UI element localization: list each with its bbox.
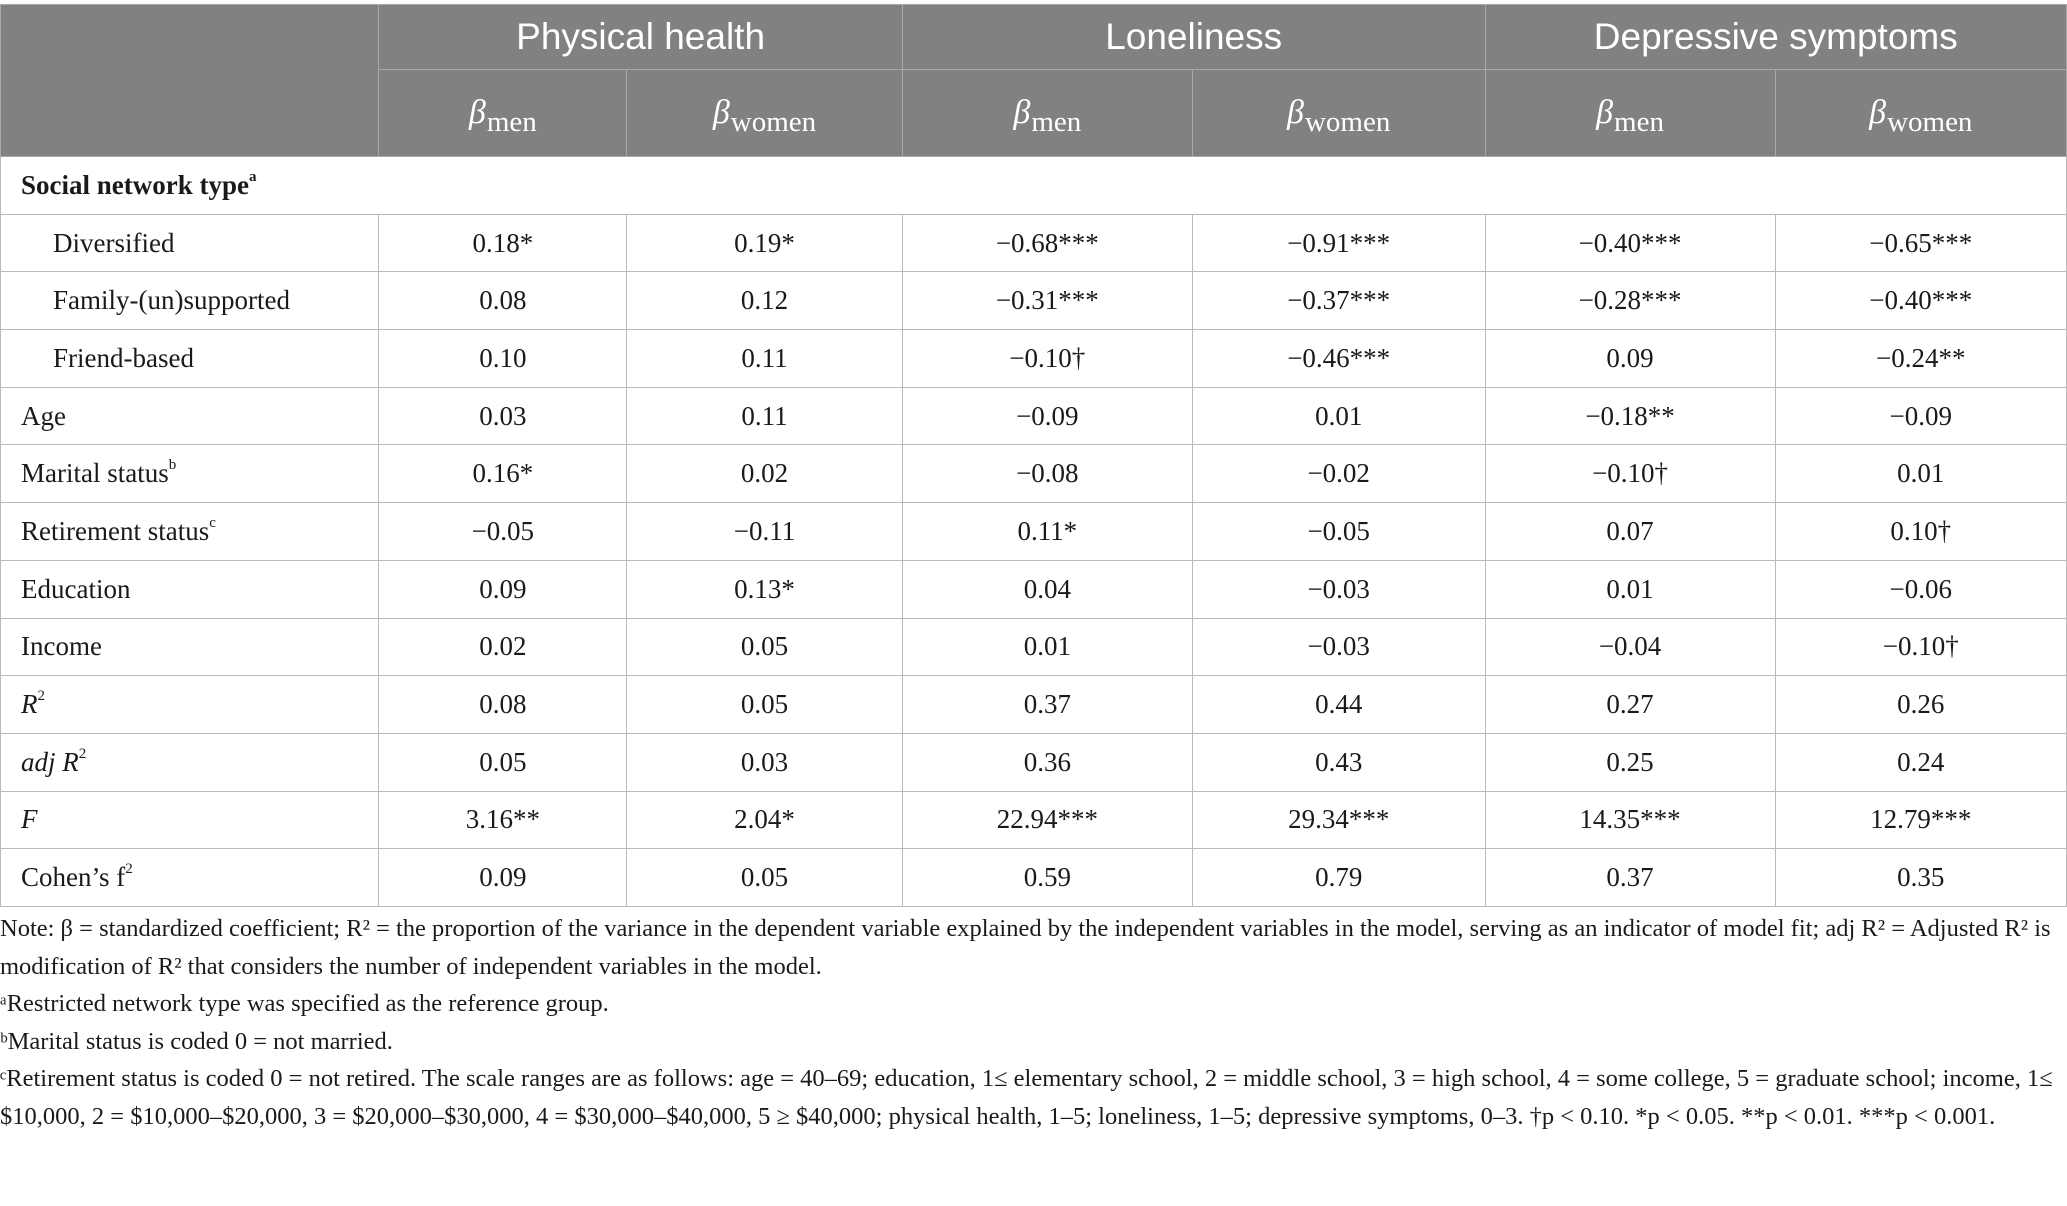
table-row [1, 503, 2067, 561]
row-label: F [1, 791, 379, 849]
table-cell: 0.26 [1775, 676, 2066, 734]
table-cell: 0.18* [379, 214, 627, 272]
table-cell: 0.25 [1485, 733, 1775, 791]
table-row [1, 272, 2067, 330]
table-cell: 0.37 [1485, 849, 1775, 907]
table-cell: 0.43 [1192, 733, 1485, 791]
note-a: ᵃRestricted network type was specified as the reference group. [0, 990, 609, 1017]
table-cell: −0.37*** [1192, 272, 1485, 330]
table-cell: 0.24 [1775, 733, 2066, 791]
group-header-physical-health: Physical health [379, 5, 902, 70]
row-label: Cohen’s $f^2$ [1, 849, 379, 907]
table-cell: 0.07 [1485, 503, 1775, 561]
table-cell: −0.02 [1192, 445, 1485, 503]
row-label: adj $R^2$ [1, 733, 379, 791]
table-cell: 29.34*** [1192, 791, 1485, 849]
table-cell: 0.01 [902, 618, 1192, 676]
table-cell: 0.01 [1192, 387, 1485, 445]
table-cell: 0.11 [627, 330, 903, 388]
table-cell: 0.44 [1192, 676, 1485, 734]
table-cell: −0.46*** [1192, 330, 1485, 388]
regression-results-table [0, 4, 2067, 907]
row-label: $R^2$ [1, 676, 379, 734]
table-cell: 0.02 [627, 445, 903, 503]
table-cell: 0.19* [627, 214, 903, 272]
table-cell: 0.05 [379, 733, 627, 791]
table-cell: 3.16** [379, 791, 627, 849]
table-row [1, 791, 2067, 849]
table-cell: 0.01 [1485, 560, 1775, 618]
table-cell: 2.04* [627, 791, 903, 849]
sub-header-cell: βmen [379, 70, 627, 157]
row-label: Income [1, 618, 379, 676]
table-cell: −0.05 [1192, 503, 1485, 561]
table-cell: 0.10 [379, 330, 627, 388]
table-cell: −0.04 [1485, 618, 1775, 676]
table-cell: 12.79*** [1775, 791, 2066, 849]
row-label: Friend-based [1, 330, 379, 388]
table-cell: 0.35 [1775, 849, 2066, 907]
table-cell: 0.27 [1485, 676, 1775, 734]
table-cell: 22.94*** [902, 791, 1192, 849]
table-cell: 0.13* [627, 560, 903, 618]
table-cell: 0.03 [379, 387, 627, 445]
table-notes [0, 910, 2060, 1135]
table-cell: 0.08 [379, 272, 627, 330]
table-cell: 0.11* [902, 503, 1192, 561]
table-cell: 0.05 [627, 618, 903, 676]
table-cell: −0.10† [1485, 445, 1775, 503]
table-cell: −0.03 [1192, 618, 1485, 676]
table-row [1, 445, 2067, 503]
table-cell: −0.68*** [902, 214, 1192, 272]
row-label: Education [1, 560, 379, 618]
row-label: Diversified [1, 214, 379, 272]
sub-header-cell: βmen [902, 70, 1192, 157]
table-row [1, 849, 2067, 907]
table-cell: 0.01 [1775, 445, 2066, 503]
sub-header-cell: βwomen [627, 70, 903, 157]
table-cell: 14.35*** [1485, 791, 1775, 849]
table-cell: −0.40*** [1485, 214, 1775, 272]
sub-header-cell: βmen [1485, 70, 1775, 157]
table-cell: 0.09 [379, 849, 627, 907]
row-label: Family-(un)supported [1, 272, 379, 330]
table-row [1, 733, 2067, 791]
table-cell: −0.05 [379, 503, 627, 561]
note-general: Note: β = standardized coefficient; R² = the proportion of the variance in the dependent variable explained by the independent variables in the model, serving as an indicator of model fit; adj R² = Adjusted R² is modification of R² that considers the number of independent variables in the model. [0, 915, 2051, 980]
table-cell: −0.09 [1775, 387, 2066, 445]
table-cell: 0.36 [902, 733, 1192, 791]
row-label: Retirement status$^c$ [1, 503, 379, 561]
group-header-depressive-symptoms: Depressive symptoms [1485, 5, 2066, 70]
table-cell: −0.18** [1485, 387, 1775, 445]
table-row [1, 214, 2067, 272]
table-cell: 0.08 [379, 676, 627, 734]
table-row [1, 618, 2067, 676]
table-cell: −0.91*** [1192, 214, 1485, 272]
table-cell: −0.10† [902, 330, 1192, 388]
table-cell: 0.09 [379, 560, 627, 618]
table-cell: 0.12 [627, 272, 903, 330]
table-cell: 0.11 [627, 387, 903, 445]
table-cell: 0.79 [1192, 849, 1485, 907]
table-cell: 0.09 [1485, 330, 1775, 388]
table-cell: 0.02 [379, 618, 627, 676]
table-cell: −0.40*** [1775, 272, 2066, 330]
table-cell: −0.08 [902, 445, 1192, 503]
group-header-loneliness: Loneliness [902, 5, 1485, 70]
note-b: ᵇMarital status is coded 0 = not married. [0, 1027, 393, 1055]
table-cell: 0.10† [1775, 503, 2066, 561]
table-cell: −0.09 [902, 387, 1192, 445]
table-cell: −0.31*** [902, 272, 1192, 330]
table-cell: 0.05 [627, 849, 903, 907]
section-row-social-network-type [1, 157, 2067, 215]
table-row [1, 387, 2067, 445]
sub-header-cell: βwomen [1192, 70, 1485, 157]
table-cell: −0.24** [1775, 330, 2066, 388]
table-cell: 0.59 [902, 849, 1192, 907]
table-cell: −0.06 [1775, 560, 2066, 618]
table-row [1, 676, 2067, 734]
table-cell: 0.03 [627, 733, 903, 791]
sub-header-cell: βwomen [1775, 70, 2066, 157]
row-label: Age [1, 387, 379, 445]
table-row [1, 560, 2067, 618]
group-header-row [1, 5, 2067, 70]
table-cell: 0.37 [902, 676, 1192, 734]
table-cell: −0.10† [1775, 618, 2066, 676]
table-cell: −0.65*** [1775, 214, 2066, 272]
table-cell: 0.16* [379, 445, 627, 503]
corner-cell [1, 5, 379, 157]
table-row [1, 330, 2067, 388]
table-cell: −0.03 [1192, 560, 1485, 618]
row-label: Marital status$^b$ [1, 445, 379, 503]
table-cell: 0.05 [627, 676, 903, 734]
table-cell: 0.04 [902, 560, 1192, 618]
table-cell: −0.11 [627, 503, 903, 561]
section-label: Social network type$^a$ [1, 157, 2067, 215]
table-cell: −0.28*** [1485, 272, 1775, 330]
note-c: ᶜRetirement status is coded 0 = not retired. The scale ranges are as follows: age = 40–69; education, 1≤ elementary school, 2 = middle school, 3 = high school, 4 = some college, 5 = graduate school; income, 1≤ $10,000, 2 = $10,000–$20,000, 3 = $20,000–$30,000, 4 = $30,000–$40,000, 5 ≥ $40,000; physical health, 1–5; loneliness, 1–5; depressive symptoms, 0–3. †p < 0.10. *p < 0.05. **p < 0.01. ***p < 0.001. [0, 1065, 2053, 1130]
